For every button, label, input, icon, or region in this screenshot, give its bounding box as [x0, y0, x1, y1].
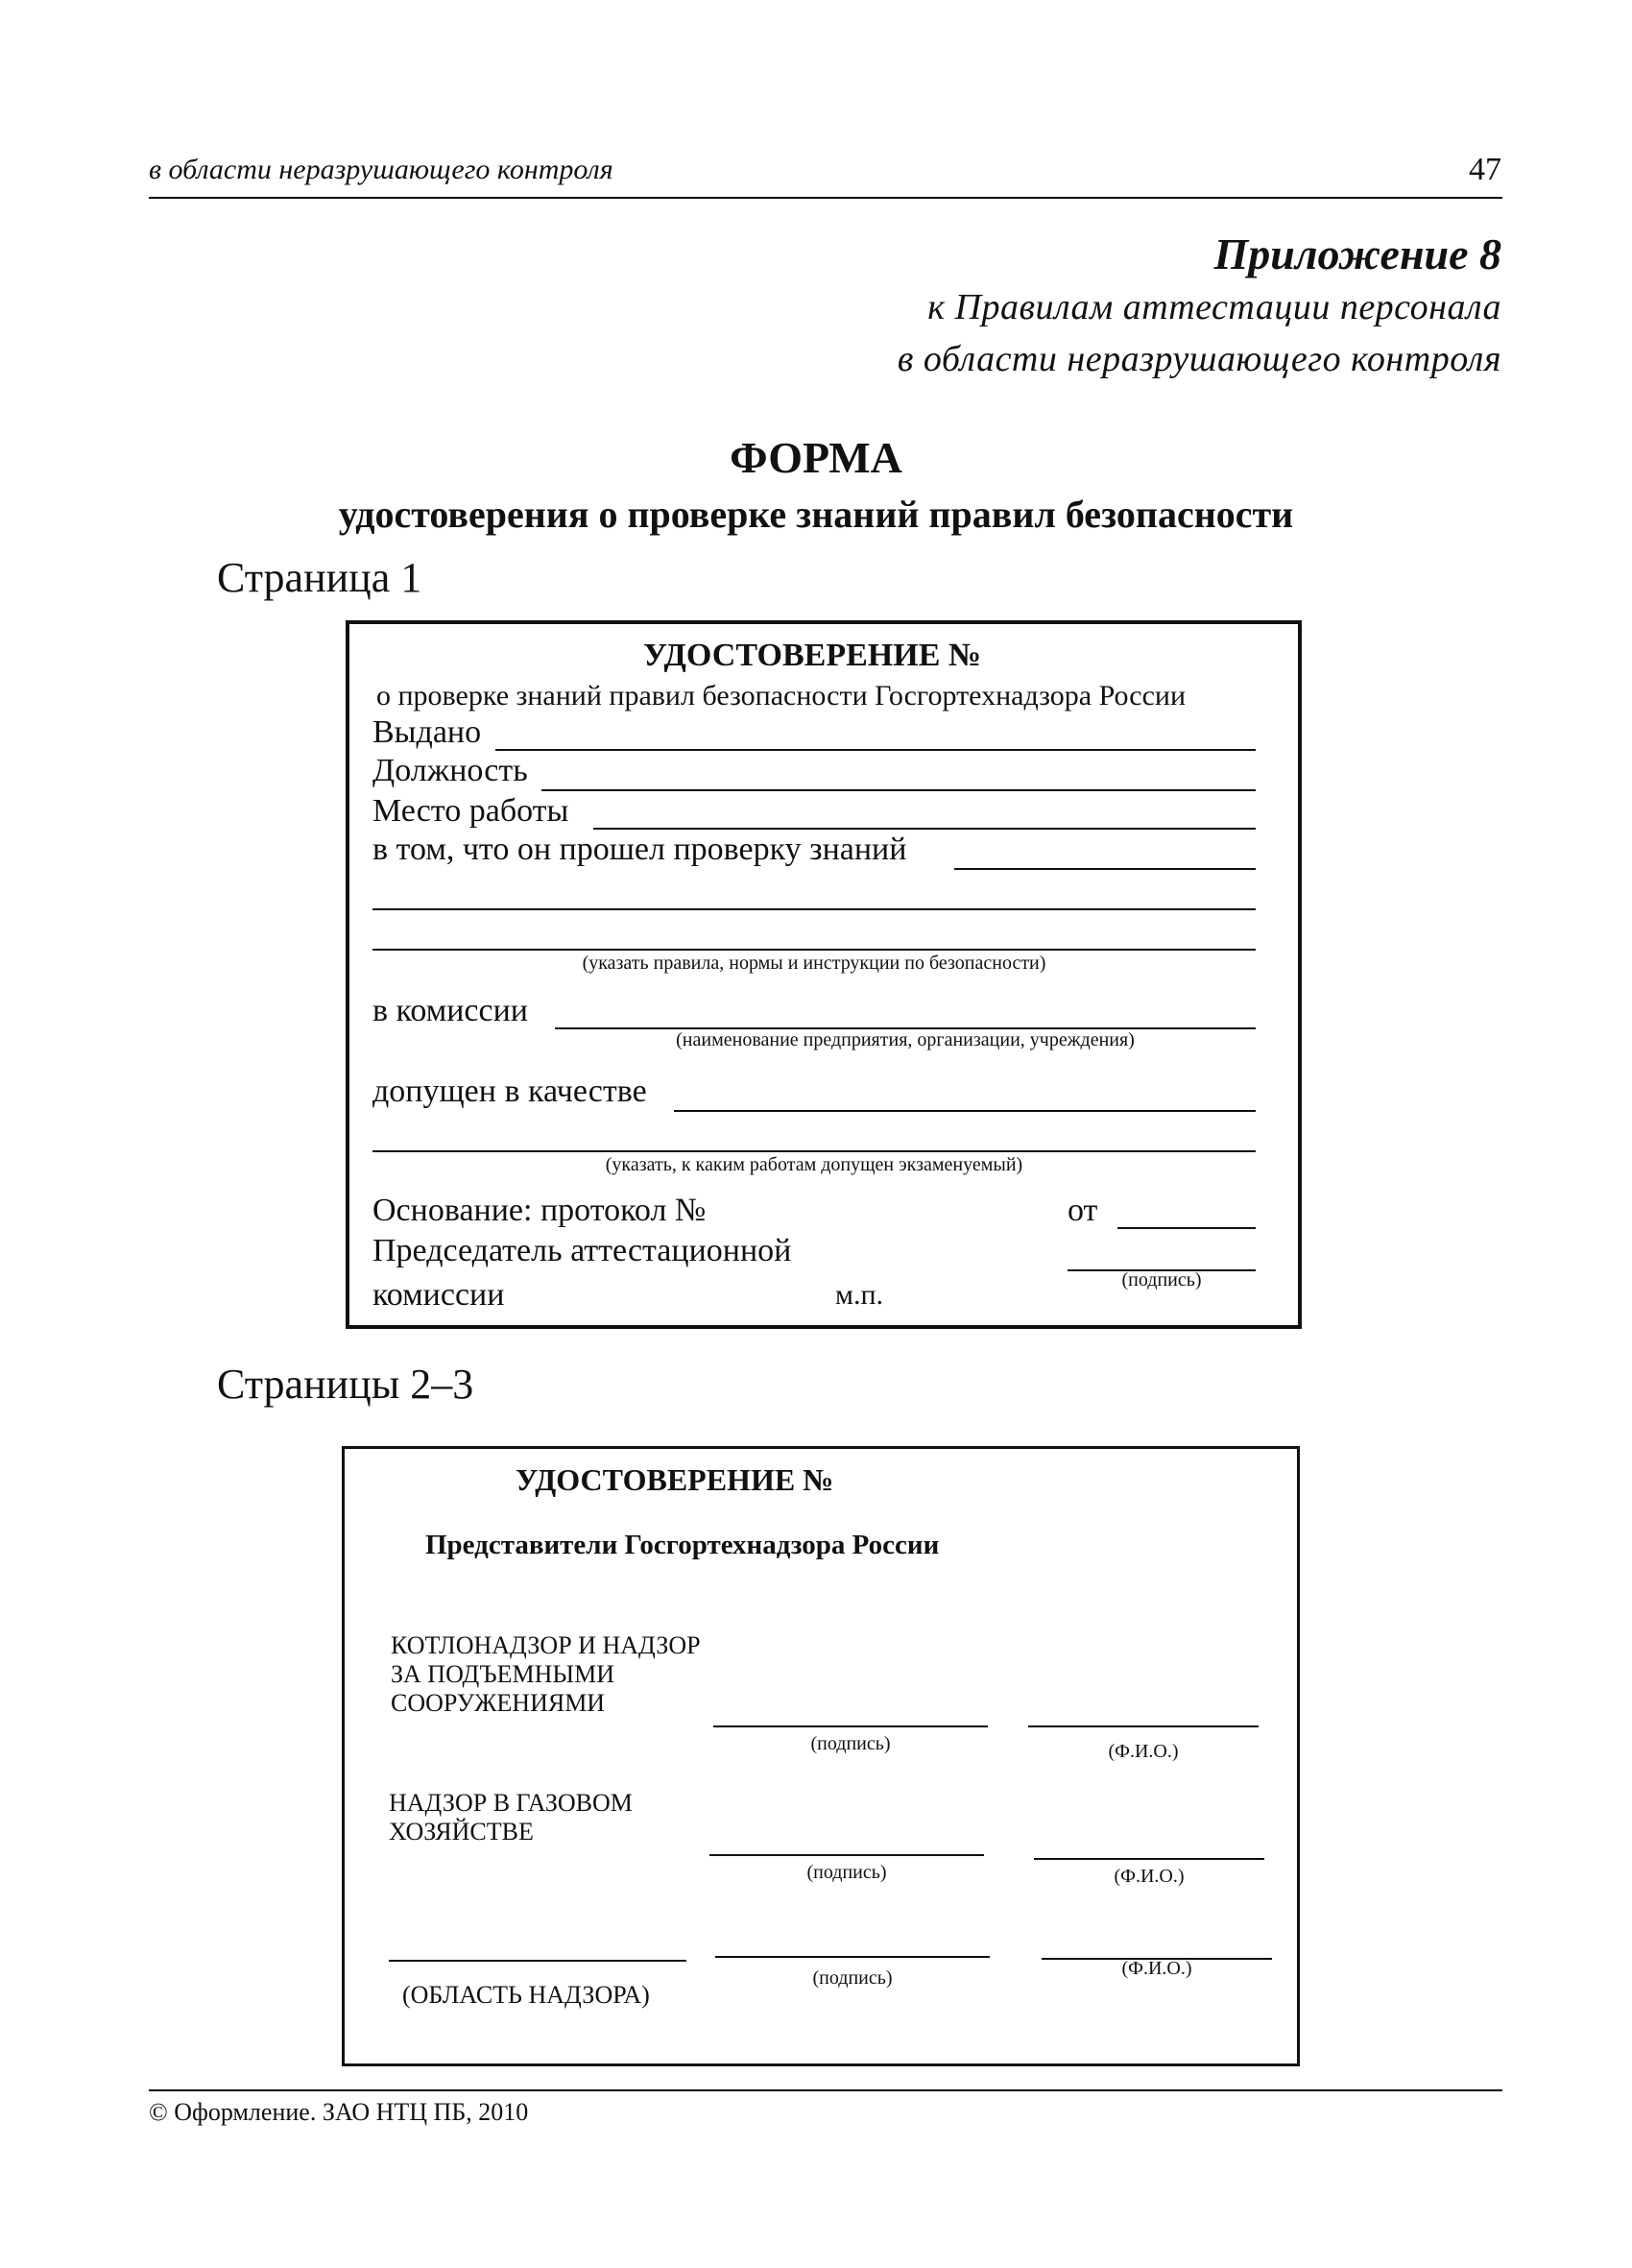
form-subtitle: удостоверения о проверке знаний правил безопасности — [338, 493, 1294, 536]
section-gas-supervision — [389, 1789, 633, 1846]
from-label: от — [1068, 1193, 1098, 1228]
appendix-line-1: к Правилам аттестации персонала — [927, 287, 1501, 327]
section1-fio-caption: (Ф.И.О.) — [1108, 1741, 1179, 1762]
passed-field[interactable] — [954, 868, 1256, 870]
position-field[interactable] — [541, 789, 1256, 791]
section1-line-1: КОТЛОНАДЗОР И НАДЗОР — [391, 1631, 701, 1659]
section3-signature-field[interactable] — [715, 1956, 990, 1958]
section-boiler-supervision — [391, 1631, 701, 1718]
certificate-pages23 — [342, 1446, 1300, 2066]
section1-line-3: СООРУЖЕНИЯМИ — [391, 1689, 606, 1717]
passed-label: в том, что он прошел проверку знаний — [372, 832, 907, 867]
supervision-area-caption: (ОБЛАСТЬ НАДЗОРА) — [402, 1981, 650, 2009]
section3-signature-caption: (подпись) — [812, 1967, 893, 1989]
protocol-date-field[interactable] — [1117, 1227, 1256, 1229]
section2-line-2: ХОЗЯЙСТВЕ — [389, 1818, 534, 1846]
section2-fio-field[interactable] — [1034, 1858, 1264, 1860]
section2-line-1: НАДЗОР В ГАЗОВОМ — [389, 1789, 633, 1817]
signature-caption: (подпись) — [1121, 1269, 1202, 1291]
issued-to-label: Выдано — [372, 714, 482, 750]
issued-to-field[interactable] — [495, 749, 1256, 751]
section2-signature-field[interactable] — [709, 1854, 984, 1856]
rules-field-line-2[interactable] — [372, 949, 1256, 951]
workplace-label: Место работы — [372, 793, 569, 829]
workplace-field[interactable] — [593, 828, 1256, 830]
certificate-page1 — [346, 620, 1302, 1329]
admitted-field[interactable] — [674, 1110, 1256, 1112]
admitted-caption: (указать, к каким работам допущен экзаменуемый) — [605, 1154, 1023, 1175]
section1-fio-field[interactable] — [1028, 1725, 1259, 1727]
position-label: Должность — [372, 753, 528, 788]
section1-line-2: ЗА ПОДЪЕМНЫМИ — [391, 1660, 614, 1688]
commission-caption: (наименование предприятия, организации, учреждения) — [676, 1029, 1135, 1050]
certificate-subheading: о проверке знаний правил безопасности Госгортехнадзора России — [376, 680, 1187, 712]
representatives-heading: Представители Госгортехнадзора России — [425, 1530, 940, 1560]
rules-field-line-1[interactable] — [372, 908, 1256, 910]
header-rule — [149, 197, 1502, 199]
appendix-line-2: в области неразрушающего контроля — [897, 339, 1501, 379]
commission-label: в комиссии — [372, 993, 528, 1028]
pages23-label: Страницы 2–3 — [217, 1361, 474, 1408]
form-title: ФОРМА — [730, 433, 902, 482]
section3-fio-caption: (Ф.И.О.) — [1121, 1958, 1192, 1979]
footer-rule — [149, 2089, 1502, 2091]
section2-signature-caption: (подпись) — [806, 1862, 887, 1883]
page1-label: Страница 1 — [217, 554, 422, 601]
section1-signature-caption: (подпись) — [810, 1733, 891, 1754]
chairman-label-1: Председатель аттестационной — [372, 1233, 792, 1268]
certificate2-heading: УДОСТОВЕРЕНИЕ № — [516, 1462, 834, 1497]
rules-caption: (указать правила, нормы и инструкции по безопасности) — [582, 953, 1046, 974]
appendix-title: Приложение 8 — [1213, 229, 1501, 278]
admitted-field-line-2[interactable] — [372, 1150, 1256, 1152]
certificate-heading: УДОСТОВЕРЕНИЕ № — [643, 638, 982, 673]
section1-signature-field[interactable] — [713, 1725, 988, 1727]
page-number: 47 — [1469, 152, 1501, 187]
basis-label: Основание: протокол № — [372, 1193, 707, 1228]
footer-copyright: © Оформление. ЗАО НТЦ ПБ, 2010 — [149, 2098, 529, 2126]
section2-fio-caption: (Ф.И.О.) — [1114, 1866, 1185, 1887]
admitted-label: допущен в качестве — [372, 1074, 647, 1109]
running-header: в области неразрушающего контроля — [149, 154, 613, 185]
stamp-label: м.п. — [835, 1279, 884, 1311]
chairman-label-2: комиссии — [372, 1277, 505, 1313]
supervision-area-field[interactable] — [389, 1960, 686, 1962]
